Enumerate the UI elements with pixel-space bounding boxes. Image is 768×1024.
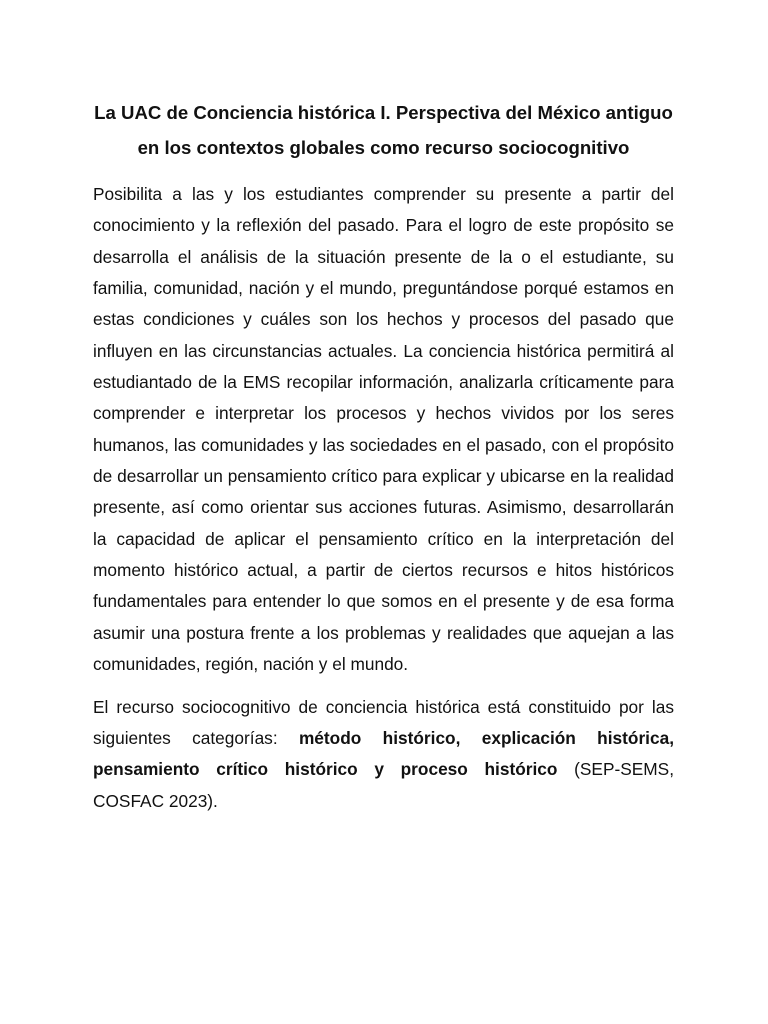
paragraph-categories-intro: El recurso sociocognitivo de conciencia histórica está constituido por las siguientes categorías: (93, 696, 674, 748)
categories-list: método histórico, explicación histórica, pensamiento crítico histórico y proceso histórico (93, 727, 674, 780)
document-page (93, 96, 674, 817)
paragraph-categories (93, 692, 674, 817)
document-title: La UAC de Conciencia histórica I. Perspectiva del México antiguo en los contextos globales como recurso sociocognitivo (94, 102, 673, 158)
citation: (SEP-SEMS, COSFAC 2023). (93, 759, 674, 811)
paragraph-purpose: Posibilita a las y los estudiantes comprender su presente a partir del conocimiento y la reflexión del pasado. Para el logro de este propósito se desarrolla el análisis de la situación presente de la o el estudiante, su familia, comunidad, nación y el mundo, preguntándose porqué estamos en estas condiciones y cuáles son los hechos y procesos del pasado que influyen en las circunstancias actuales. La conciencia histórica permitirá al estudiantado de la EMS recopilar información, analizarla críticamente para comprender e interpretar los procesos y hechos vividos por los seres humanos, las comunidades y las sociedades en el pasado, con el propósito de desarrollar un pensamiento crítico para explicar y ubicarse en la realidad presente, así como orientar sus acciones futuras. Asimismo, desarrollarán la capacidad de aplicar el pensamiento crítico en la interpretación del momento histórico actual, a partir de ciertos recursos e hitos históricos fundamentales para entender lo que somos en el presente y de esa forma asumir una postura frente a los problemas y realidades que aquejan a las comunidades, región, nación y el mundo. (93, 184, 674, 675)
